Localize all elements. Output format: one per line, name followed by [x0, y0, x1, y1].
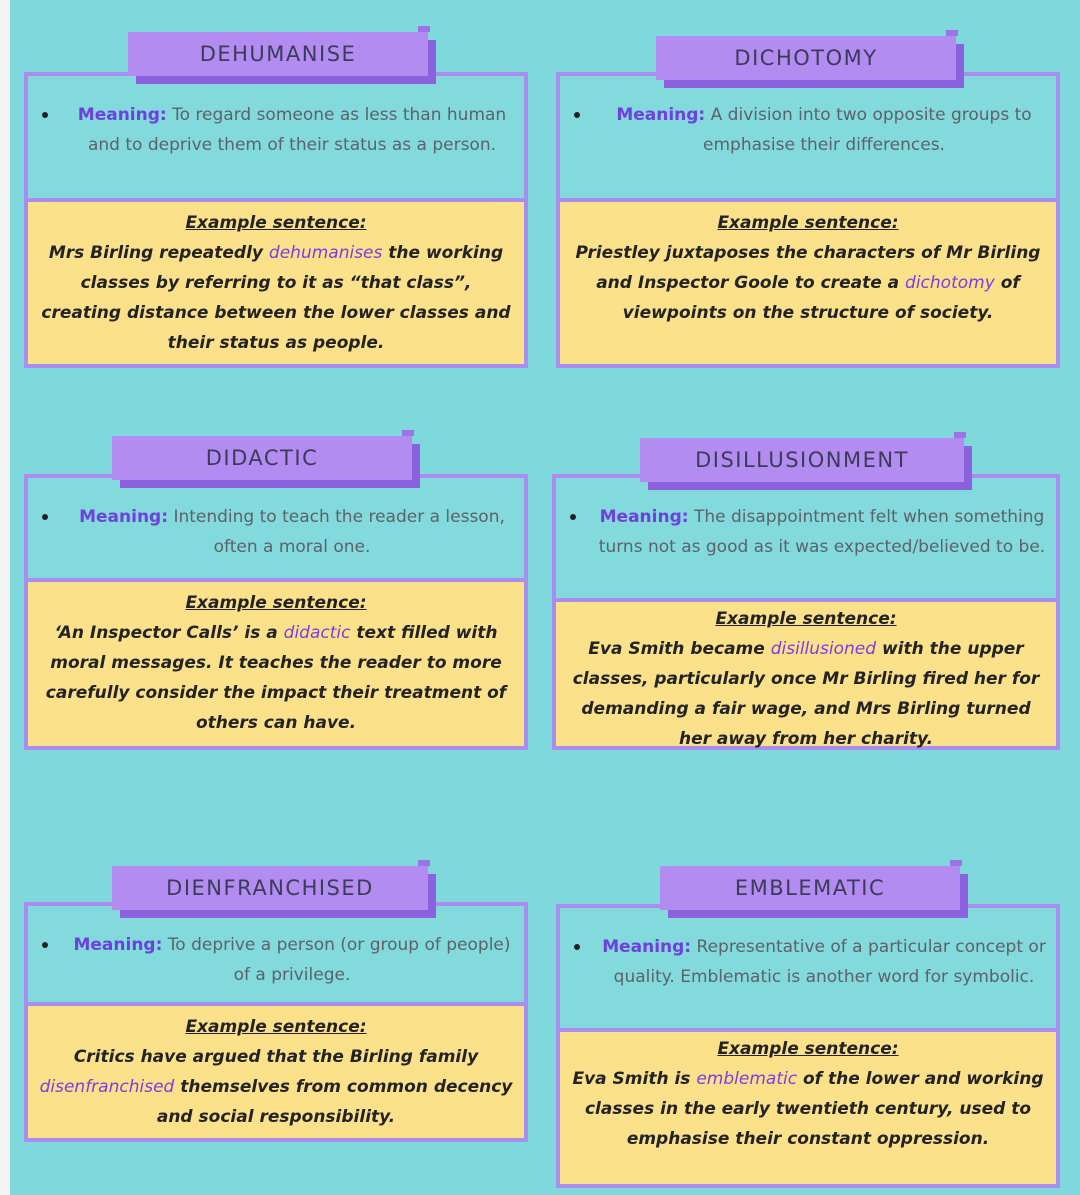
example-text-after: the working classes by referring to it as “that class”, creating distance between the lower classes and their status as people. — [41, 243, 511, 353]
card-title: EMBLEMATIC — [660, 866, 960, 910]
example-keyword: disillusioned — [770, 639, 877, 659]
example-text-before: Mrs Birling repeatedly — [48, 243, 269, 263]
example-keyword: dehumanises — [268, 243, 383, 263]
bullet-icon — [42, 514, 48, 520]
example-heading: Example sentence: — [185, 593, 367, 613]
example-box — [24, 578, 528, 750]
bullet-icon — [42, 112, 48, 118]
meaning-text — [596, 502, 1048, 562]
meaning-box — [556, 72, 1060, 202]
example-box — [556, 1028, 1060, 1188]
meaning-label: Meaning: — [77, 105, 167, 125]
card-title: DEHUMANISE — [128, 32, 428, 76]
meaning-label: Meaning: — [79, 507, 169, 527]
meaning-definition: To regard someone as less than human and to deprive them of their status as a person. — [87, 105, 507, 155]
example-keyword: dichotomy — [905, 273, 995, 293]
example-text-after: of the lower and working classes in the early twentieth century, used to emphasise their constant oppression. — [584, 1069, 1044, 1149]
example-heading: Example sentence: — [185, 1017, 367, 1037]
meaning-box — [556, 904, 1060, 1034]
meaning-definition: To deprive a person (or group of people) of a privilege. — [167, 935, 511, 985]
bullet-icon — [574, 944, 580, 950]
meaning-definition: Intending to teach the reader a lesson, often a moral one. — [173, 507, 505, 557]
page-edge — [0, 0, 10, 1195]
meaning-definition: The disappointment felt when something turns not as good as it was expected/believed to be. — [598, 507, 1046, 557]
meaning-label: Meaning: — [73, 935, 163, 955]
example-text-after: text filled with moral messages. It teaches the reader to more carefully consider the impact their treatment of others can have. — [45, 623, 507, 733]
meaning-box — [24, 474, 528, 582]
card-title: DISILLUSIONMENT — [640, 438, 964, 482]
meaning-text — [600, 932, 1048, 992]
meaning-definition: Representative of a particular concept or quality. Emblematic is another word for symbolic. — [613, 937, 1046, 987]
example-text-after: themselves from common decency and social responsibility. — [156, 1077, 513, 1127]
bullet-icon — [570, 514, 576, 520]
meaning-label: Meaning: — [602, 937, 692, 957]
bullet-icon — [42, 942, 48, 948]
example-text-after: of viewpoints on the structure of society. — [622, 273, 1020, 323]
example-heading: Example sentence: — [715, 609, 897, 629]
example-text-before: Eva Smith became — [588, 639, 771, 659]
meaning-label: Meaning: — [616, 105, 706, 125]
meaning-definition: A division into two opposite groups to emphasise their differences. — [703, 105, 1032, 155]
example-heading: Example sentence: — [717, 213, 899, 233]
example-box — [24, 1002, 528, 1142]
meaning-text — [68, 930, 516, 990]
meaning-label: Meaning: — [599, 507, 689, 527]
meaning-box — [24, 72, 528, 202]
example-keyword: disenfranchised — [39, 1077, 175, 1097]
meaning-text — [68, 100, 516, 160]
example-text-before: Priestley juxtaposes the characters of Mr Birling and Inspector Goole to create a — [575, 243, 1041, 293]
bullet-icon — [574, 112, 580, 118]
example-text-after: with the upper classes, particularly once Mr Birling fired her for demanding a fair wage, and Mrs Birling turned her away from her charity. — [572, 639, 1040, 749]
example-heading: Example sentence: — [717, 1039, 899, 1059]
example-heading: Example sentence: — [185, 213, 367, 233]
example-keyword: emblematic — [696, 1069, 798, 1089]
example-box — [552, 598, 1060, 750]
meaning-text — [600, 100, 1048, 160]
example-keyword: didactic — [283, 623, 351, 643]
meaning-text — [68, 502, 516, 562]
example-box — [24, 198, 528, 368]
example-text-before: Eva Smith is — [572, 1069, 697, 1089]
example-text-before: Critics have argued that the Birling family — [73, 1047, 479, 1067]
example-box — [556, 198, 1060, 368]
meaning-box — [24, 902, 528, 1006]
example-text-before: ‘An Inspector Calls’ is a — [54, 623, 284, 643]
card-title: DIENFRANCHISED — [112, 866, 428, 910]
card-title: DIDACTIC — [112, 436, 412, 480]
meaning-box — [552, 474, 1060, 604]
card-title: DICHOTOMY — [656, 36, 956, 80]
